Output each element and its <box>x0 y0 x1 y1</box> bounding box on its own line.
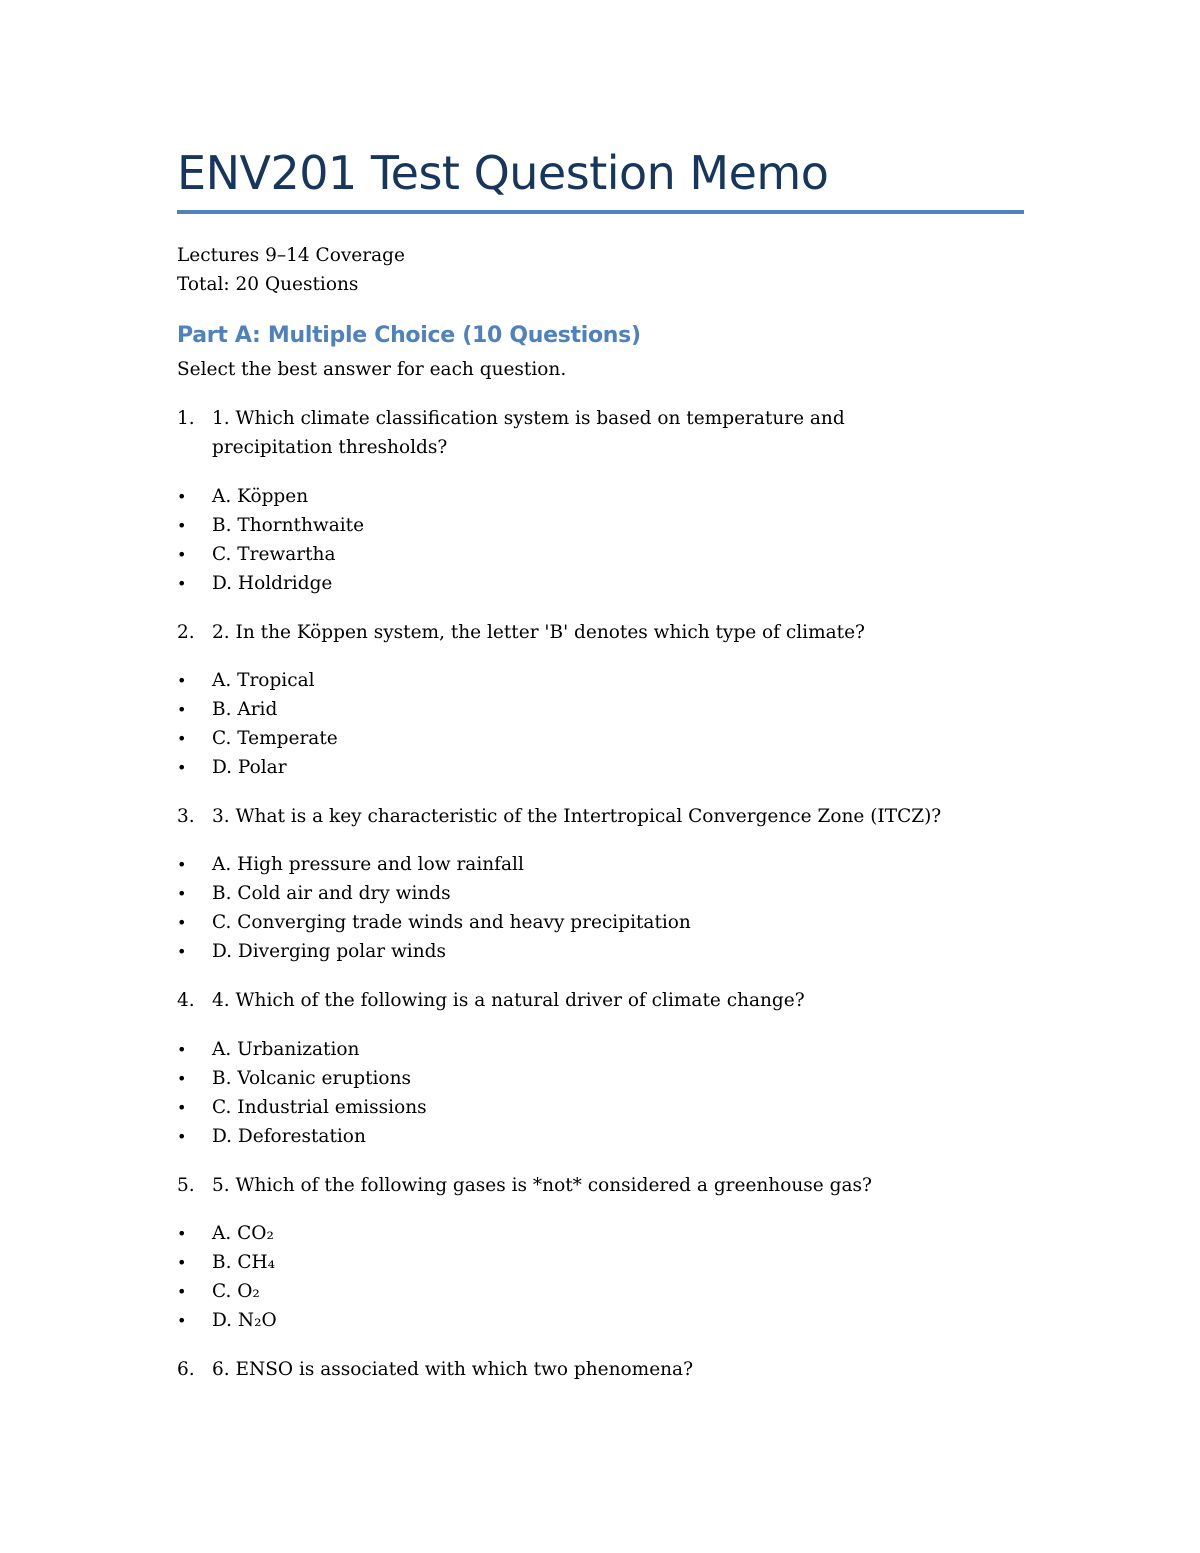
option-item <box>177 1277 967 1306</box>
document-title: ENV201 Test Question Memo <box>177 146 829 200</box>
option-item <box>177 753 967 782</box>
question-number: 5. <box>177 1175 195 1196</box>
question-4 <box>177 986 967 1015</box>
question-5 <box>177 1171 967 1200</box>
option-item <box>177 695 967 724</box>
option-text: C. Temperate <box>212 728 338 749</box>
option-item <box>177 1122 967 1151</box>
question-text: 2. In the Köppen system, the letter 'B' denotes which type of climate? <box>212 622 865 643</box>
option-item <box>177 1306 967 1335</box>
option-text: D. Polar <box>212 757 287 778</box>
bullet-icon: • <box>177 758 187 777</box>
bullet-icon: • <box>177 700 187 719</box>
option-item <box>177 1064 967 1093</box>
option-text: D. N₂O <box>212 1310 277 1331</box>
option-text: C. Converging trade winds and heavy precipitation <box>212 912 691 933</box>
option-text: A. Köppen <box>212 486 309 507</box>
question-2 <box>177 618 967 647</box>
question-number: 6. <box>177 1359 195 1380</box>
bullet-icon: • <box>177 574 187 593</box>
bullet-icon: • <box>177 1127 187 1146</box>
option-text: B. Thornthwaite <box>212 515 365 536</box>
option-text: B. Arid <box>212 699 278 720</box>
bullet-icon: • <box>177 1311 187 1330</box>
option-item <box>177 1093 967 1122</box>
bullet-icon: • <box>177 671 187 690</box>
option-item <box>177 724 967 753</box>
question-4-options <box>177 1035 967 1151</box>
bullet-icon: • <box>177 1040 187 1059</box>
bullet-icon: • <box>177 1282 187 1301</box>
bullet-icon: • <box>177 729 187 748</box>
option-text: D. Deforestation <box>212 1126 366 1147</box>
bullet-icon: • <box>177 913 187 932</box>
question-number: 4. <box>177 990 195 1011</box>
option-item <box>177 1248 967 1277</box>
option-text: A. Tropical <box>212 670 315 691</box>
option-text: A. High pressure and low rainfall <box>212 854 524 875</box>
bullet-icon: • <box>177 545 187 564</box>
bullet-icon: • <box>177 855 187 874</box>
question-6 <box>177 1355 967 1384</box>
option-item <box>177 666 967 695</box>
option-text: D. Holdridge <box>212 573 333 594</box>
option-text: D. Diverging polar winds <box>212 941 446 962</box>
question-text: 4. Which of the following is a natural driver of climate change? <box>212 990 805 1011</box>
option-item <box>177 540 967 569</box>
option-item <box>177 1035 967 1064</box>
question-number: 2. <box>177 622 195 643</box>
question-1 <box>177 404 967 462</box>
question-text: 3. What is a key characteristic of the Intertropical Convergence Zone (ITCZ)? <box>212 806 942 827</box>
bullet-icon: • <box>177 516 187 535</box>
option-item <box>177 482 967 511</box>
option-text: C. Trewartha <box>212 544 336 565</box>
coverage-line: Lectures 9–14 Coverage <box>177 245 405 266</box>
bullet-icon: • <box>177 1069 187 1088</box>
option-text: B. Cold air and dry winds <box>212 883 451 904</box>
option-item <box>177 937 967 966</box>
option-item <box>177 850 967 879</box>
part-a-instructions: Select the best answer for each question. <box>177 359 567 380</box>
question-text: 6. ENSO is associated with which two phenomena? <box>212 1359 694 1380</box>
question-2-options <box>177 666 967 782</box>
question-number: 1. <box>177 408 195 429</box>
option-item <box>177 1219 967 1248</box>
option-text: C. Industrial emissions <box>212 1097 427 1118</box>
question-text: 5. Which of the following gases is *not* considered a greenhouse gas? <box>212 1175 872 1196</box>
question-number: 3. <box>177 806 195 827</box>
option-text: C. O₂ <box>212 1281 260 1302</box>
bullet-icon: • <box>177 942 187 961</box>
question-text: 1. Which climate classification system is based on temperature and precipitation thresholds? <box>212 408 845 458</box>
bullet-icon: • <box>177 487 187 506</box>
part-a-heading: Part A: Multiple Choice (10 Questions) <box>177 323 641 348</box>
option-text: A. Urbanization <box>212 1039 360 1060</box>
question-3 <box>177 802 967 831</box>
question-1-options <box>177 482 967 598</box>
option-item <box>177 879 967 908</box>
option-text: A. CO₂ <box>212 1223 274 1244</box>
option-item <box>177 569 967 598</box>
bullet-icon: • <box>177 1098 187 1117</box>
bullet-icon: • <box>177 1253 187 1272</box>
option-text: B. CH₄ <box>212 1252 276 1273</box>
question-3-options <box>177 850 967 966</box>
option-item <box>177 511 967 540</box>
bullet-icon: • <box>177 1224 187 1243</box>
question-5-options <box>177 1219 967 1335</box>
option-text: B. Volcanic eruptions <box>212 1068 411 1089</box>
bullet-icon: • <box>177 884 187 903</box>
option-item <box>177 908 967 937</box>
title-underline <box>177 210 1024 214</box>
total-line: Total: 20 Questions <box>177 274 359 295</box>
